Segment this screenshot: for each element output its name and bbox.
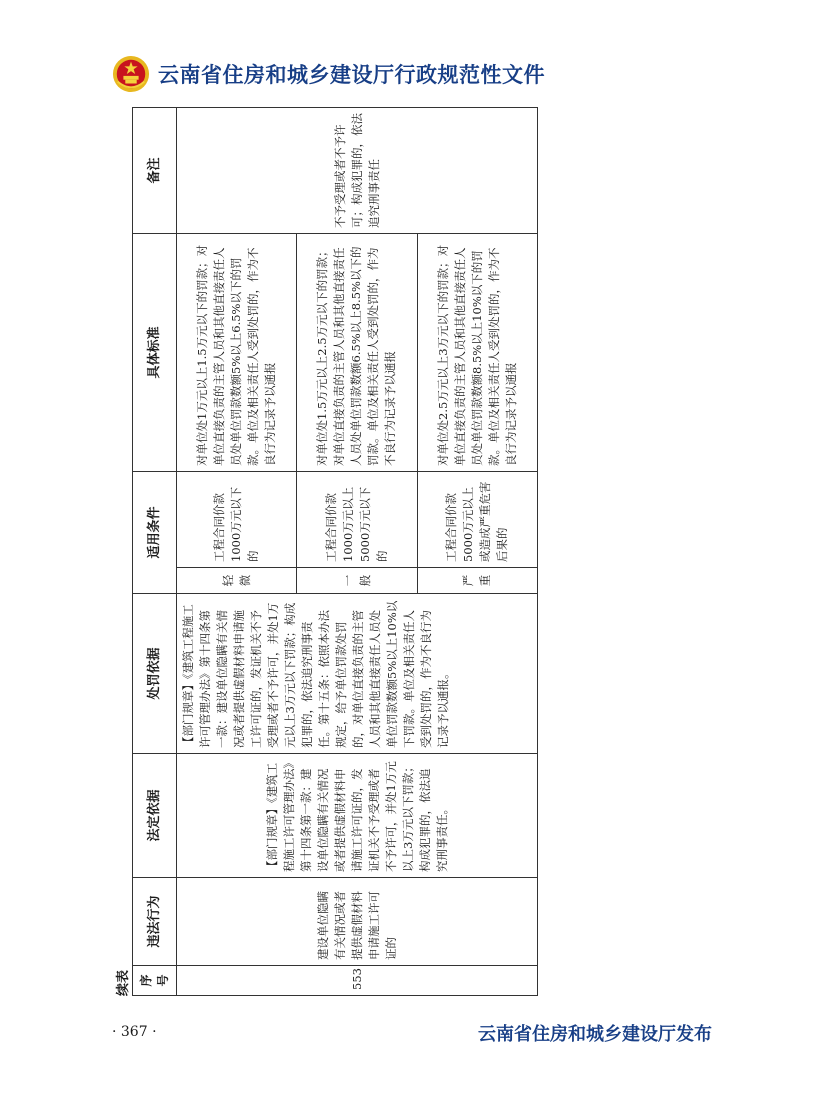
row-penalty: 【部门规章】《建筑工程施工许可管理办法》第十四条第一款：建设单位隐瞒有关情况或者提供虚假材料申请施工许可证的，发证机关不予受理或者不予许可，并处1万元以上3万元以下罚款；构成犯罪的，依法追究刑事责任。第十五条：依照本办法规定，给予单位罚款处罚的，对单位直接负责的主管人员和其他直接责任人员处单位罚款数额5%以上10%以下罚款。单位及相关责任人受到处罚的，作为不良行为记录予以通报。: [177, 594, 538, 754]
level-serious: 严重: [417, 568, 537, 594]
row-seq: 553: [177, 966, 538, 996]
row-legal: 【部门规章】《建筑工程施工许可管理办法》第十四条第一款：建设单位隐瞒有关情况或者提供虚假材料申请施工许可证的，发证机关不予受理或者不予许可，并处1万元以上3万元以下罚款；构成犯罪的，依法追究刑事责任。: [177, 754, 538, 878]
table-header-row: [133, 107, 177, 995]
header-cond: 适用条件: [133, 471, 177, 593]
cond-serious: 工程合同价款5000万元以上或造成严重危害后果的: [417, 471, 537, 567]
header-penalty: 处罚依据: [133, 594, 177, 754]
row-note: 不予受理或者不予许可；构成犯罪的，依法追究刑事责任: [177, 107, 538, 233]
footer-publisher: 云南省住房和城乡建设厅发布: [478, 1024, 712, 1045]
level-light: 轻微: [177, 568, 297, 594]
header-std: 具体标准: [133, 233, 177, 471]
cond-general: 工程合同价款1000万元以上5000万元以下的: [297, 471, 417, 567]
header-act: 违法行为: [133, 878, 177, 966]
document-header: [112, 52, 545, 96]
header-seq: 序号: [133, 966, 177, 996]
row-act: 建设单位隐瞒有关情况或者提供虚假材料申请施工许可证的: [177, 878, 538, 966]
std-general: 对单位处1.5万元以上2.5万元以下的罚款；对单位直接负责的主管人员和其他直接责任人员处单位罚款数额6.5%以上8.5%以下的罚款。单位及相关责任人受到处罚的，作为不良行为记录予以通报: [297, 233, 417, 471]
header-note: 备注: [133, 107, 177, 233]
national-emblem-icon: [112, 55, 150, 93]
header-legal: 法定依据: [133, 754, 177, 878]
cond-light: 工程合同价款1000万元以下的: [177, 471, 297, 567]
page-number: · 367 ·: [112, 1024, 157, 1040]
rotated-table-area: [112, 108, 540, 996]
level-general: 一般: [297, 568, 417, 594]
header-title: 云南省住房和城乡建设厅行政规范性文件: [158, 63, 545, 87]
std-serious: 对单位处2.5万元以上3万元以下的罚款；对单位直接负责的主管人员和其他直接责任人员处单位罚款数额8.5%以上10%以下的罚款。单位及相关责任人受到处罚的，作为不良行为记录予以通报: [417, 233, 537, 471]
penalty-standard-table: [132, 107, 538, 996]
table-row: [177, 107, 297, 995]
continued-label: 续表: [116, 969, 131, 996]
std-light: 对单位处1万元以上1.5万元以下的罚款；对单位直接负责的主管人员和其他直接责任人员处单位罚款数额5%以上6.5%以下的罚款。单位及相关责任人受到处罚的，作为不良行为记录予以通报: [177, 233, 297, 471]
